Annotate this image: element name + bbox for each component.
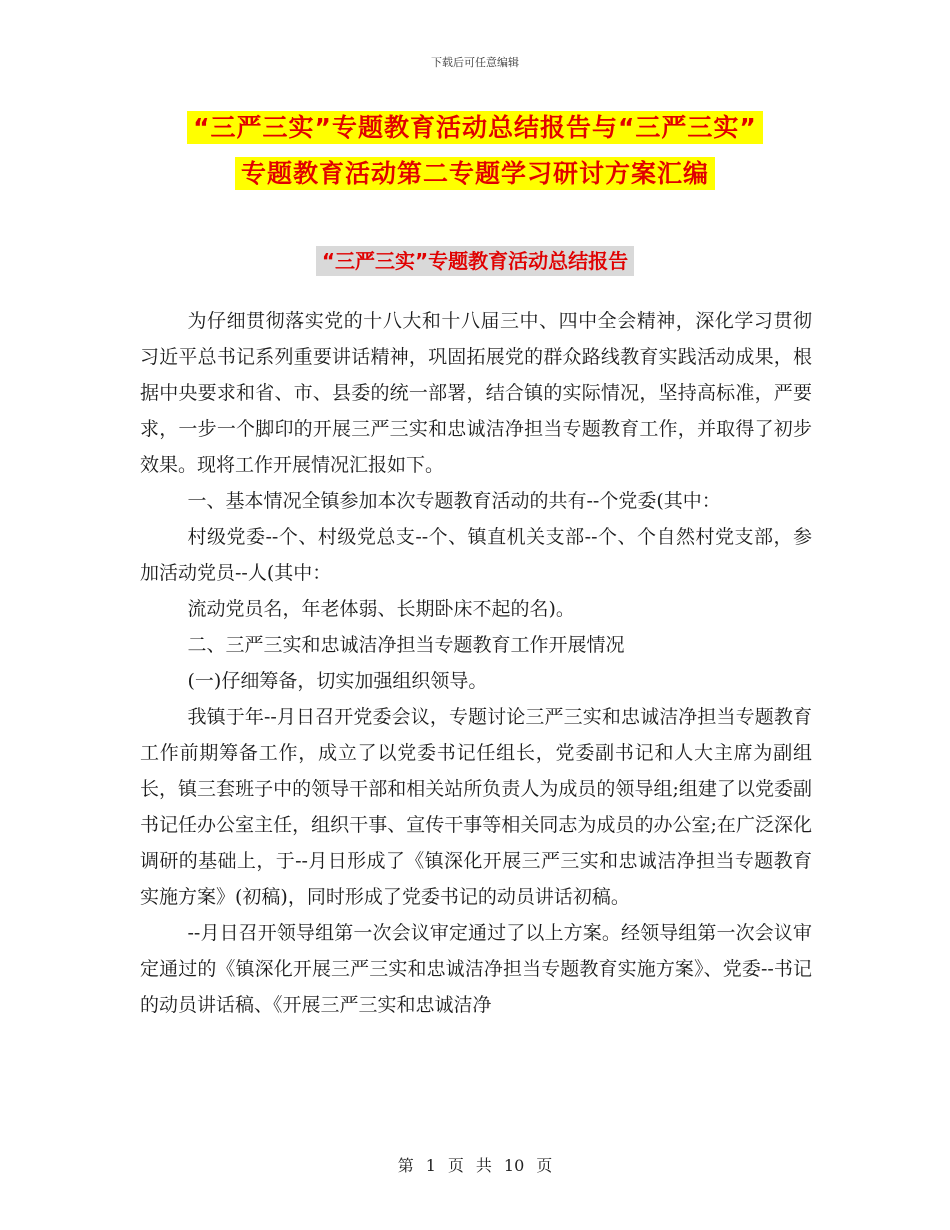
paragraph: 流动党员名，年老体弱、长期卧床不起的名)。: [187, 598, 575, 620]
section-title: [0, 245, 950, 274]
paragraph: 村级党委--个、村级党总支--个、镇直机关支部--个、个自然村党支部，参加活动党员--人(其中：: [140, 526, 812, 584]
page-footer: [0, 1153, 950, 1176]
document-title-line-2: [0, 156, 950, 192]
document-title-line-1: [0, 110, 950, 146]
header-note: 下载后可任意编辑: [431, 56, 519, 69]
paragraph: 我镇于年--月日召开党委会议，专题讨论三严三实和忠诚洁净担当专题教育工作前期筹备工作，成立了以党委书记任组长，党委副书记和人大主席为副组长，镇三套班子中的领导干部和相关站所负责人为成员的领导组;组建了以党委副书记任办公室主任，组织干事、宣传干事等相关同志为成员的办公室;在广泛深化调研的基础上，于--月日形成了《镇深化开展三严三实和忠诚洁净担当专题教育实施方案》(初稿)，同时形成了党委书记的动员讲话初稿。: [140, 706, 812, 908]
footer-total-prefix: 共: [475, 1156, 492, 1175]
paragraph: 为仔细贯彻落实党的十八大和十八届三中、四中全会精神，深化学习贯彻习近平总书记系列重要讲话精神，巩固拓展党的群众路线教育实践活动成果，根据中央要求和省、市、县委的统一部署，结合镇的实际情况，坚持高标准，严要求，一步一个脚印的开展三严三实和忠诚洁净担当专题教育工作，并取得了初步效果。现将工作开展情况汇报如下。: [140, 310, 812, 476]
section-title-text: “三严三实”专题教育活动总结报告: [316, 246, 634, 276]
document-body: [140, 303, 812, 1023]
footer-page-suffix: 页: [447, 1156, 464, 1175]
footer-total-suffix: 页: [536, 1156, 553, 1175]
footer-page-prefix: 第: [397, 1156, 414, 1175]
paragraph: --月日召开领导组第一次会议审定通过了以上方案。经领导组第一次会议审定通过的《镇深化开展三严三实和忠诚洁净担当专题教育实施方案》、党委--书记的动员讲话稿、《开展三严三实和忠诚洁净: [140, 922, 812, 1016]
paragraph: (一)仔细筹备，切实加强组织领导。: [187, 670, 488, 692]
paragraph: 二、三严三实和忠诚洁净担当专题教育工作开展情况: [187, 634, 625, 656]
footer-page-number: 1: [425, 1156, 436, 1175]
title-line-1-text: “三严三实”专题教育活动总结报告与“三严三实”: [187, 111, 763, 144]
footer-total-pages: 10: [503, 1156, 525, 1175]
title-line-2-text: 专题教育活动第二专题学习研讨方案汇编: [235, 157, 715, 190]
paragraph: 一、基本情况全镇参加本次专题教育活动的共有--个党委(其中：: [187, 490, 721, 512]
